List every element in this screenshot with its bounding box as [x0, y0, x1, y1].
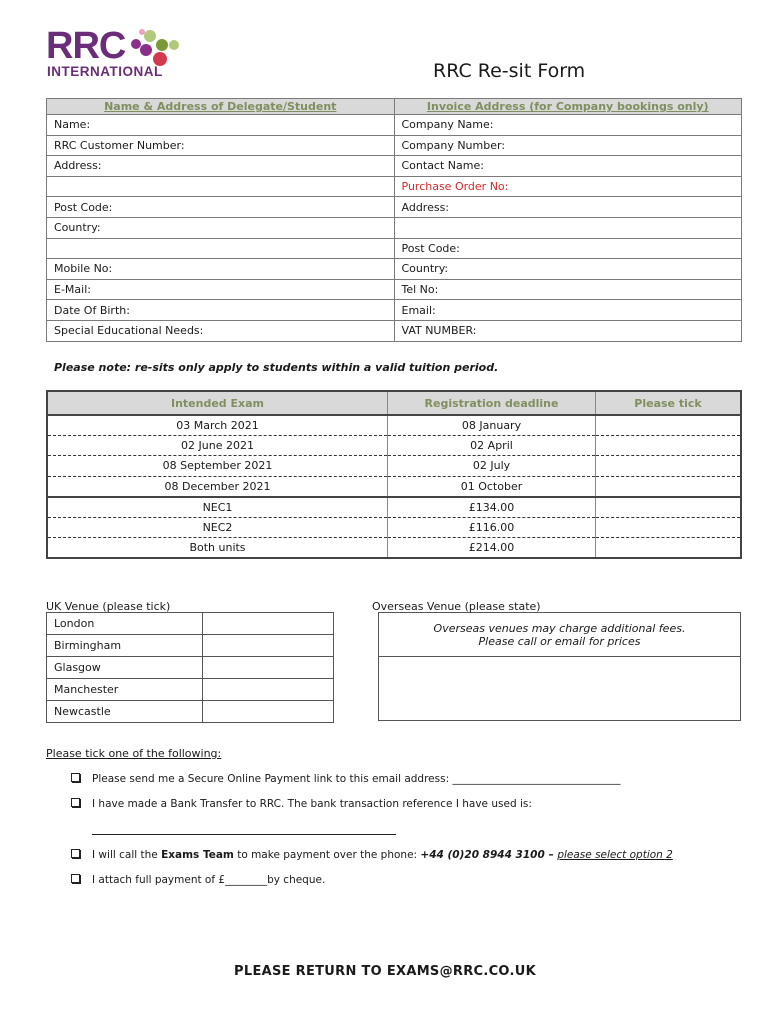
unit-price: £116.00: [388, 517, 596, 537]
field-email[interactable]: E-Mail:: [47, 279, 395, 300]
table-row: [47, 238, 742, 259]
table-row: [47, 176, 742, 197]
venue-tick-birmingham[interactable]: [203, 635, 334, 657]
logo-subtitle: INTERNATIONAL: [47, 64, 163, 79]
option-cheque-text-b: by cheque.: [267, 874, 326, 886]
table-row: [47, 197, 742, 218]
field-company-number[interactable]: Company Number:: [394, 135, 742, 156]
unit-tick-cell[interactable]: [596, 517, 742, 537]
table-row: [47, 115, 742, 136]
overseas-note-line1: Overseas venues may charge additional fees.: [433, 622, 686, 635]
exam-deadline: 01 October: [388, 476, 596, 497]
option-phone-text-a: I will call the: [92, 849, 162, 861]
list-item: [47, 635, 334, 657]
option-cheque-text-a: I attach full payment of £: [92, 874, 226, 886]
field-invoice-address[interactable]: Address:: [394, 197, 742, 218]
unit-name: NEC2: [47, 517, 388, 537]
table-row: [47, 217, 742, 238]
exam-deadline: 08 January: [388, 415, 596, 436]
unit-name: Both units: [47, 538, 388, 559]
exam-date: 03 March 2021: [47, 415, 388, 436]
field-contact-name[interactable]: Contact Name:: [394, 156, 742, 177]
header-please-tick: Please tick: [596, 391, 742, 415]
venue-london: London: [47, 613, 203, 635]
venue-manchester: Manchester: [47, 679, 203, 701]
table-row: [47, 300, 742, 321]
overseas-venue-note: [379, 613, 740, 657]
table-row: [47, 415, 741, 436]
unit-tick-cell[interactable]: [596, 497, 742, 518]
field-vat-number[interactable]: VAT NUMBER:: [394, 320, 742, 341]
field-customer-number[interactable]: RRC Customer Number:: [47, 135, 395, 156]
uk-venue-label: UK Venue (please tick): [46, 600, 171, 613]
unit-price: £214.00: [388, 538, 596, 559]
venue-tick-london[interactable]: [203, 613, 334, 635]
list-item: [47, 679, 334, 701]
payment-option-phone[interactable]: [71, 849, 673, 861]
payment-option-online[interactable]: [71, 773, 620, 785]
venue-birmingham: Birmingham: [47, 635, 203, 657]
overseas-venue-box: [378, 612, 741, 721]
unit-price: £134.00: [388, 497, 596, 518]
field-address-line2[interactable]: [47, 176, 395, 197]
select-option-link: please select option 2: [557, 849, 673, 861]
field-invoice-post-code[interactable]: Post Code:: [394, 238, 742, 259]
field-invoice-address-line2[interactable]: [394, 217, 742, 238]
page-title: RRC Re-sit Form: [433, 60, 586, 82]
table-row: [47, 517, 741, 537]
venue-tick-newcastle[interactable]: [203, 701, 334, 723]
exam-date: 08 December 2021: [47, 476, 388, 497]
overseas-venue-label: Overseas Venue (please state): [372, 600, 541, 613]
option-phone-dash: –: [544, 849, 558, 861]
logo-wordmark: RRC: [46, 25, 126, 67]
payment-option-bank[interactable]: [71, 798, 532, 810]
exam-date: 02 June 2021: [47, 436, 388, 456]
field-dob[interactable]: Date Of Birth:: [47, 300, 395, 321]
exam-deadline: 02 July: [388, 456, 596, 476]
tuition-note: Please note: re-sits only apply to students within a valid tuition period.: [54, 361, 499, 374]
checkbox-icon[interactable]: [71, 773, 80, 782]
field-purchase-order[interactable]: Purchase Order No:: [394, 176, 742, 197]
table-row: [47, 456, 741, 476]
checkbox-icon[interactable]: [71, 849, 80, 858]
table-row: [47, 135, 742, 156]
field-invoice-country[interactable]: Country:: [394, 259, 742, 280]
list-item: [47, 657, 334, 679]
footer-return-address: PLEASE RETURN TO EXAMS@RRC.CO.UK: [234, 964, 536, 979]
header-delegate: Name & Address of Delegate/Student: [47, 99, 395, 115]
table-row: [47, 320, 742, 341]
unit-tick-cell[interactable]: [596, 538, 742, 559]
field-address[interactable]: Address:: [47, 156, 395, 177]
checkbox-icon[interactable]: [71, 798, 80, 807]
address-table: [46, 98, 742, 342]
field-tel[interactable]: Tel No:: [394, 279, 742, 300]
field-country[interactable]: Country:: [47, 217, 395, 238]
table-row: [47, 476, 741, 497]
phone-number: +44 (0)20 8944 3100: [420, 849, 545, 861]
exam-tick-cell[interactable]: [596, 476, 742, 497]
field-company-name[interactable]: Company Name:: [394, 115, 742, 136]
list-item: [47, 701, 334, 723]
list-item: [47, 613, 334, 635]
exam-table: [46, 390, 742, 559]
venue-newcastle: Newcastle: [47, 701, 203, 723]
exam-date: 08 September 2021: [47, 456, 388, 476]
table-row: [47, 156, 742, 177]
option-bank-text: I have made a Bank Transfer to RRC. The bank transaction reference I have used is:: [92, 798, 532, 810]
table-row: [47, 538, 741, 559]
venue-glasgow: Glasgow: [47, 657, 203, 679]
payment-label: Please tick one of the following:: [46, 747, 222, 760]
uk-venue-table: [46, 612, 334, 723]
checkbox-icon[interactable]: [71, 874, 80, 883]
venue-tick-manchester[interactable]: [203, 679, 334, 701]
exam-tick-cell[interactable]: [596, 415, 742, 436]
field-blank[interactable]: [47, 238, 395, 259]
overseas-note-line2: Please call or email for prices: [478, 635, 641, 648]
header-intended-exam: Intended Exam: [47, 391, 388, 415]
field-invoice-email[interactable]: Email:: [394, 300, 742, 321]
unit-name: NEC1: [47, 497, 388, 518]
cheque-amount-blank[interactable]: ________: [225, 874, 268, 886]
option-online-text: Please send me a Secure Online Payment link to this email address:: [92, 773, 453, 785]
table-row: [47, 497, 741, 518]
option-phone-text-b: to make payment over the phone:: [233, 849, 421, 861]
email-blank[interactable]: ________________________________: [452, 773, 621, 785]
header-registration-deadline: Registration deadline: [388, 391, 596, 415]
table-row: [47, 279, 742, 300]
field-special-needs[interactable]: Special Educational Needs:: [47, 320, 395, 341]
exam-tick-cell[interactable]: [596, 456, 742, 476]
field-name[interactable]: Name:: [47, 115, 395, 136]
exam-tick-cell[interactable]: [596, 436, 742, 456]
field-post-code[interactable]: Post Code:: [47, 197, 395, 218]
field-mobile[interactable]: Mobile No:: [47, 259, 395, 280]
table-row: [47, 436, 741, 456]
exams-team-text: Exams Team: [161, 849, 234, 861]
payment-option-cheque[interactable]: [71, 874, 325, 886]
exam-deadline: 02 April: [388, 436, 596, 456]
header-invoice: Invoice Address (for Company bookings only): [394, 99, 742, 115]
table-row: [47, 259, 742, 280]
overseas-venue-input[interactable]: [379, 658, 740, 721]
bank-reference-line[interactable]: [92, 834, 396, 835]
venue-tick-glasgow[interactable]: [203, 657, 334, 679]
